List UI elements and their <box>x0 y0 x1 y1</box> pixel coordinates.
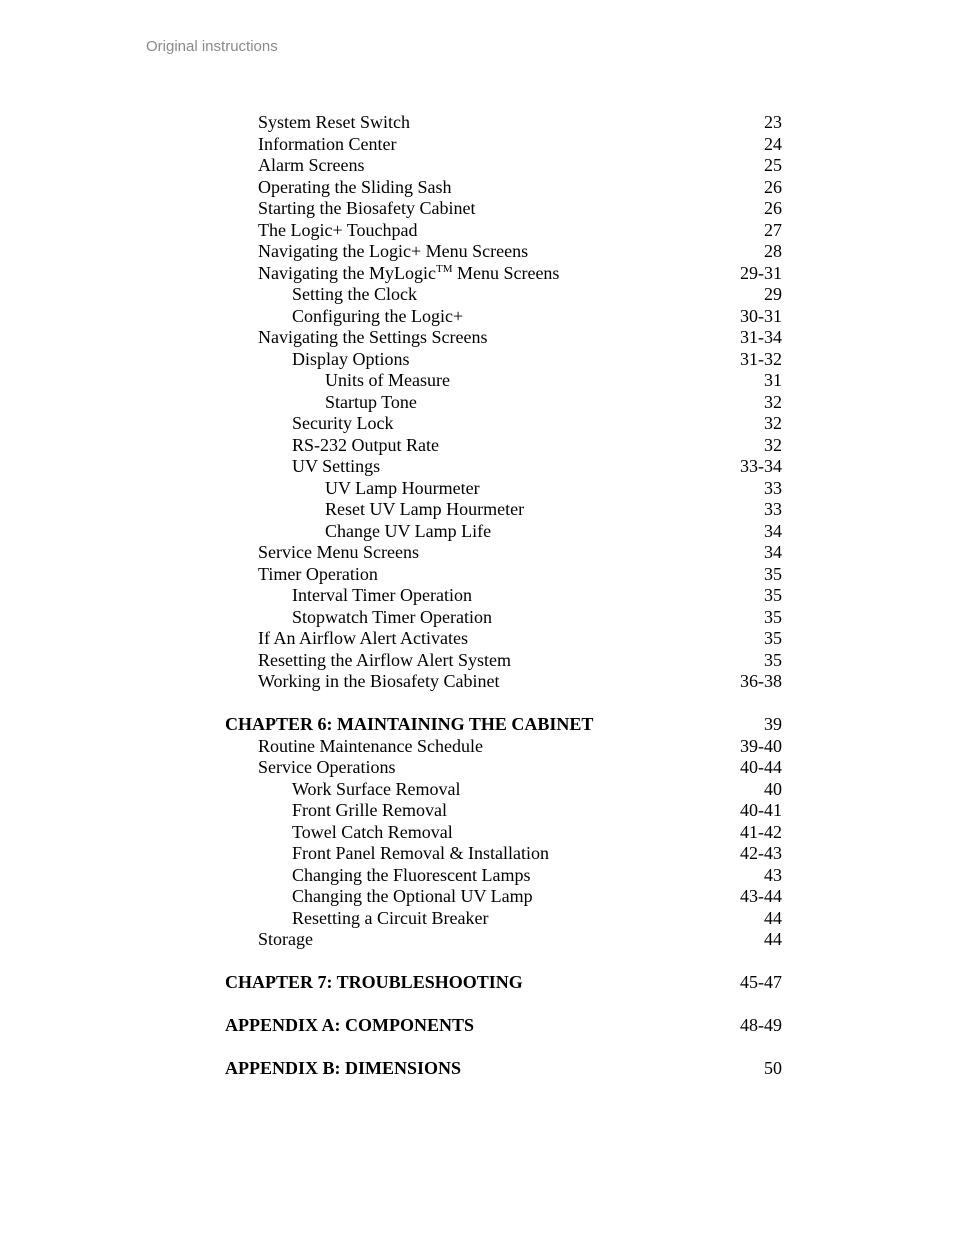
toc-entry-title-text: Operating the Sliding Sash <box>258 176 452 197</box>
toc-entry[interactable] <box>0 478 954 500</box>
toc-page-number: 25 <box>764 155 782 175</box>
toc-entry-title <box>258 671 500 693</box>
toc-page-number: 34 <box>764 520 782 541</box>
toc-entry-title <box>292 908 488 930</box>
toc-page-number: 23 <box>764 112 782 132</box>
toc-entry[interactable] <box>0 628 954 650</box>
toc-entry-title-suffix: Menu Screens <box>452 262 560 283</box>
toc-entry[interactable] <box>0 542 954 564</box>
toc-page-number: 40 <box>764 778 782 799</box>
toc-entry[interactable] <box>0 499 954 521</box>
toc-page-number: 39 <box>764 714 782 734</box>
toc-entry-title <box>258 155 364 177</box>
toc-entry-title-text: Startup Tone <box>325 391 417 412</box>
toc-entry[interactable] <box>0 435 954 457</box>
toc-entry-title-text: Alarm Screens <box>258 155 365 175</box>
toc-entry-title-text: Setting the Clock <box>292 284 417 304</box>
toc-entry-title-text: Front Panel Removal & Installation <box>292 843 549 863</box>
toc-entry[interactable] <box>0 757 954 779</box>
toc-entry-title <box>225 1058 461 1080</box>
toc-entry-title-text: Timer Operation <box>258 563 378 584</box>
toc-entry-title-text: Navigating the Logic+ Menu Screens <box>258 241 529 261</box>
toc-entry[interactable] <box>0 306 954 328</box>
toc-entry-title-text: Working in the Biosafety Cabinet <box>258 671 500 691</box>
toc-entry-title <box>325 499 524 521</box>
section-spacer <box>0 951 954 973</box>
toc-entry-title <box>292 779 461 801</box>
toc-entry[interactable] <box>0 671 954 693</box>
toc-entry[interactable] <box>0 843 954 865</box>
toc-entry-title-text: Towel Catch Removal <box>292 821 453 842</box>
toc-page-number: 33 <box>764 499 782 519</box>
toc-entry-title-text: Security Lock <box>292 413 394 433</box>
toc-page-number: 44 <box>764 907 782 928</box>
toc-entry-title-text: Routine Maintenance Schedule <box>258 735 483 756</box>
toc-entry-title <box>325 478 480 500</box>
toc-page-number: 26 <box>764 176 782 197</box>
toc-page-number: 33 <box>764 477 782 498</box>
toc-entry-title <box>292 843 549 865</box>
toc-page-number: 36-38 <box>740 671 782 691</box>
toc-page-number: 31-32 <box>740 348 782 369</box>
toc-entry-title <box>292 413 393 435</box>
toc-entry[interactable] <box>0 929 954 951</box>
toc-page-number: 32 <box>764 413 782 433</box>
toc-entry[interactable] <box>0 134 954 156</box>
toc-chapter-entry[interactable] <box>0 1015 954 1037</box>
toc-page-number: 29 <box>764 284 782 304</box>
toc-entry-title-text: UV Settings <box>292 456 381 476</box>
toc-entry-title <box>225 714 593 736</box>
toc-entry-title-text: Resetting the Airflow Alert System <box>258 649 511 670</box>
toc-page-number: 44 <box>764 929 782 949</box>
table-of-contents <box>0 112 954 1080</box>
toc-entry[interactable] <box>0 198 954 220</box>
toc-entry-title-text: Changing the Optional UV Lamp <box>292 886 533 906</box>
toc-entry[interactable] <box>0 370 954 392</box>
toc-entry[interactable] <box>0 413 954 435</box>
toc-entry-title-text: Interval Timer Operation <box>292 585 472 605</box>
toc-entry[interactable] <box>0 607 954 629</box>
section-spacer <box>0 693 954 715</box>
toc-page-number: 34 <box>764 542 782 562</box>
toc-entry-title-text: System Reset Switch <box>258 112 410 132</box>
toc-entry-title <box>258 241 528 263</box>
toc-page-number: 48-49 <box>740 1015 782 1035</box>
toc-entry[interactable] <box>0 177 954 199</box>
toc-entry-title <box>258 757 395 779</box>
toc-entry[interactable] <box>0 284 954 306</box>
toc-entry-title <box>258 198 475 220</box>
toc-entry[interactable] <box>0 155 954 177</box>
toc-entry-title <box>292 456 380 478</box>
toc-page-number: 33-34 <box>740 456 782 476</box>
toc-page-number: 35 <box>764 649 782 670</box>
toc-entry-title-text: The Logic+ Touchpad <box>258 219 418 240</box>
toc-page-number: 43 <box>764 864 782 885</box>
toc-page-number: 31-34 <box>740 327 782 347</box>
toc-entry-title-text: If An Airflow Alert Activates <box>258 628 468 648</box>
toc-entry[interactable] <box>0 650 954 672</box>
toc-entry-title <box>258 628 468 650</box>
toc-entry[interactable] <box>0 392 954 414</box>
toc-entry-title <box>292 800 447 822</box>
toc-entry-title <box>325 370 450 392</box>
toc-entry[interactable] <box>0 327 954 349</box>
toc-page-number: 42-43 <box>740 843 782 863</box>
toc-entry-title-text: Units of Measure <box>325 370 450 390</box>
toc-page-number: 27 <box>764 219 782 240</box>
toc-entry-title-text: RS-232 Output Rate <box>292 434 439 455</box>
toc-page-number: 26 <box>764 198 782 218</box>
toc-page-number: 40-41 <box>740 800 782 820</box>
toc-entry-title-text: Navigating the Settings Screens <box>258 327 488 347</box>
toc-page-number: 40-44 <box>740 757 782 777</box>
toc-entry-title-text: UV Lamp Hourmeter <box>325 477 480 498</box>
toc-entry[interactable] <box>0 263 954 285</box>
toc-chapter-entry[interactable] <box>0 714 954 736</box>
toc-entry[interactable] <box>0 564 954 586</box>
toc-entry[interactable] <box>0 521 954 543</box>
toc-page-number: 29-31 <box>740 262 782 283</box>
toc-entry-title-text: Stopwatch Timer Operation <box>292 606 492 627</box>
toc-entry[interactable] <box>0 908 954 930</box>
section-spacer <box>0 994 954 1016</box>
toc-entry-title <box>325 521 491 543</box>
toc-entry[interactable] <box>0 241 954 263</box>
toc-entry-title <box>292 822 453 844</box>
toc-entry-title-text: Display Options <box>292 348 410 369</box>
toc-page-number: 32 <box>764 434 782 455</box>
toc-entry-title-text: Navigating the MyLogic <box>258 262 436 283</box>
toc-entry-title-text: Service Operations <box>258 757 396 777</box>
toc-entry-title <box>258 263 559 285</box>
toc-page-number: 30-31 <box>740 305 782 326</box>
toc-entry-title-text: Change UV Lamp Life <box>325 520 492 541</box>
toc-page-number: 50 <box>764 1058 782 1078</box>
toc-entry-title-text: CHAPTER 6: MAINTAINING THE CABINET <box>225 714 594 734</box>
toc-entry-title <box>258 327 487 349</box>
toc-entry[interactable] <box>0 220 954 242</box>
toc-entry-title <box>225 1015 474 1037</box>
toc-entry-title-text: Starting the Biosafety Cabinet <box>258 198 476 218</box>
toc-page-number: 35 <box>764 563 782 584</box>
toc-chapter-entry[interactable] <box>0 972 954 994</box>
toc-entry-title <box>292 585 472 607</box>
toc-entry-title-text: APPENDIX B: DIMENSIONS <box>225 1058 462 1078</box>
toc-entry-title-text: APPENDIX A: COMPONENTS <box>225 1015 475 1035</box>
toc-entry-title <box>292 886 533 908</box>
toc-entry-title <box>258 134 396 156</box>
toc-entry[interactable] <box>0 800 954 822</box>
toc-page-number: 45-47 <box>740 972 782 992</box>
toc-page-number: 32 <box>764 391 782 412</box>
section-spacer <box>0 1037 954 1059</box>
toc-entry[interactable] <box>0 349 954 371</box>
toc-entry[interactable] <box>0 886 954 908</box>
header-note: Original instructions <box>146 38 278 55</box>
toc-entry-title <box>292 284 417 306</box>
toc-entry-title <box>292 349 410 371</box>
trademark-superscript: TM <box>435 262 453 275</box>
toc-page-number: 31 <box>764 370 782 390</box>
toc-entry[interactable] <box>0 456 954 478</box>
toc-page-number: 35 <box>764 628 782 648</box>
toc-entry-title <box>325 392 417 414</box>
toc-entry-title-text: Front Grille Removal <box>292 800 447 820</box>
toc-entry-title-text: Storage <box>258 929 313 949</box>
toc-entry-title-text: Service Menu Screens <box>258 542 419 562</box>
toc-entry-title-text: Information Center <box>258 133 397 154</box>
toc-entry-title <box>292 607 492 629</box>
toc-page-number: 28 <box>764 241 782 261</box>
toc-entry-title-text: CHAPTER 7: TROUBLESHOOTING <box>225 972 523 992</box>
toc-entry-title-text: Configuring the Logic+ <box>292 305 464 326</box>
toc-entry[interactable] <box>0 779 954 801</box>
toc-entry-title <box>258 177 451 199</box>
toc-page-number: 39-40 <box>740 735 782 756</box>
toc-entry-title <box>258 220 418 242</box>
toc-entry-title-text: Work Surface Removal <box>292 778 461 799</box>
toc-entry-title <box>258 736 483 758</box>
toc-entry[interactable] <box>0 112 954 134</box>
toc-entry-title <box>258 112 410 134</box>
toc-page-number: 24 <box>764 133 782 154</box>
toc-page-number: 43-44 <box>740 886 782 906</box>
toc-entry-title <box>292 435 439 457</box>
toc-entry-title <box>258 650 511 672</box>
toc-page-number: 41-42 <box>740 821 782 842</box>
toc-entry-title <box>258 542 419 564</box>
toc-entry[interactable] <box>0 822 954 844</box>
toc-entry-title-text: Resetting a Circuit Breaker <box>292 907 489 928</box>
toc-page-number: 35 <box>764 606 782 627</box>
toc-entry[interactable] <box>0 736 954 758</box>
toc-entry-title <box>292 306 463 328</box>
toc-entry-title <box>225 972 523 994</box>
toc-entry[interactable] <box>0 865 954 887</box>
toc-entry-title-text: Reset UV Lamp Hourmeter <box>325 499 525 519</box>
toc-entry-title <box>258 929 313 951</box>
toc-page-number: 35 <box>764 585 782 605</box>
toc-entry[interactable] <box>0 585 954 607</box>
toc-chapter-entry[interactable] <box>0 1058 954 1080</box>
toc-entry-title <box>258 564 378 586</box>
toc-entry-title <box>292 865 530 887</box>
toc-entry-title-text: Changing the Fluorescent Lamps <box>292 864 531 885</box>
